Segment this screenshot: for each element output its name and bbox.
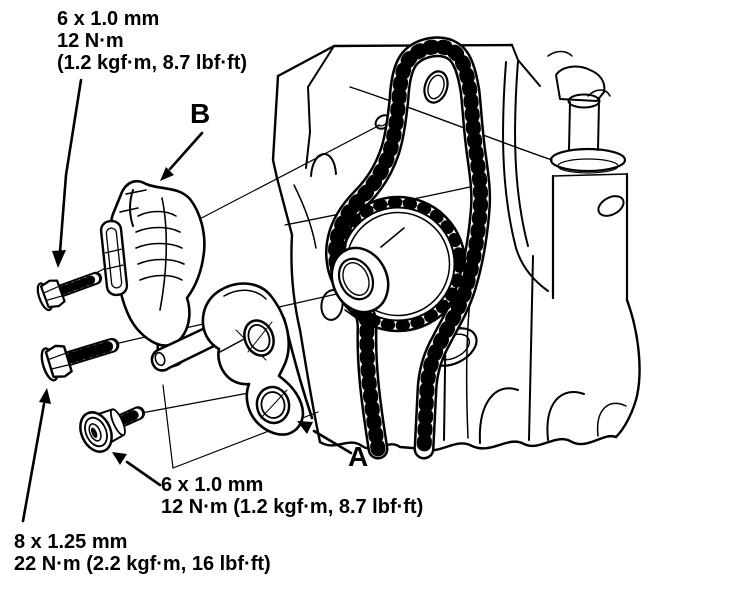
flange-bolt-lower (39, 330, 117, 382)
callout-upper-bolt-torque-alt: (1.2 kgf·m, 8.7 lbf·ft) (57, 52, 248, 74)
callout-lower-bolt-size: 8 x 1.25 mm (14, 531, 128, 553)
callout-upper-bolt-size: 6 x 1.0 mm (57, 8, 160, 30)
shoulder-bolt (74, 395, 146, 457)
callout-shoulder-bolt-size: 6 x 1.0 mm (161, 474, 264, 496)
arrow-upper-bolt (52, 80, 81, 268)
callout-lower-bolt-torque: 22 N·m (2.2 kgf·m, 16 lbf·ft) (14, 553, 271, 575)
flange-bolt-upper (35, 265, 100, 312)
callout-shoulder-bolt (161, 474, 423, 518)
arrow-part-b (160, 133, 202, 181)
callout-shoulder-bolt-torque: 12 N·m (1.2 kgf·m, 8.7 lbf·ft) (161, 496, 424, 518)
callout-upper-bolt (57, 8, 247, 74)
arrow-shoulder-bolt (112, 452, 160, 485)
callout-lower-bolt (14, 531, 271, 575)
callout-upper-bolt-torque: 12 N·m (57, 30, 124, 52)
label-part-b: B (190, 98, 211, 129)
arrow-part-a (297, 421, 351, 453)
arrow-lower-bolt (23, 388, 51, 521)
upper-sprocket-bore (421, 68, 452, 105)
label-part-a: A (348, 441, 369, 472)
